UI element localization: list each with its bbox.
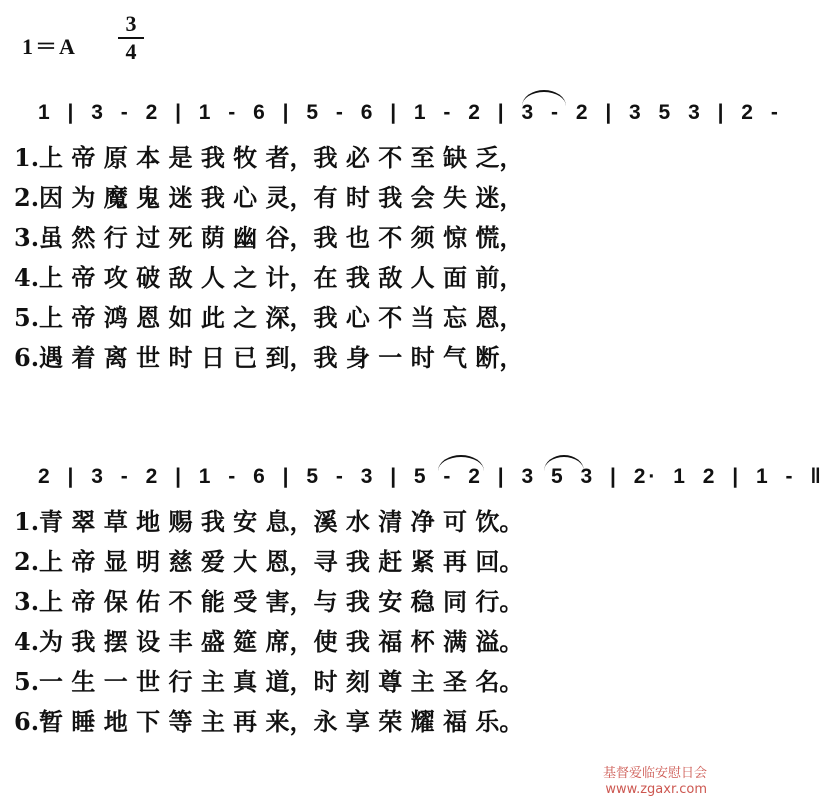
notation-text-1: 1 | 3 - 2 | 1 - 6 | 5 - 6 | 1 - 2 | 3 - 2 | 3 5 3 | 2 - <box>38 101 781 124</box>
lyric-line: 4.上 帝 攻 破 敌 人 之 计，在 我 敌 人 面 前， <box>14 263 524 292</box>
time-signature-denominator: 4 <box>125 39 137 64</box>
lyric-line: 5.一 生 一 世 行 主 真 道，时 刻 尊 主 圣 名。 <box>14 667 524 696</box>
key-signature: 1＝A <box>22 34 77 59</box>
lyric-line: 3.上 帝 保 佑 不 能 受 害，与 我 安 稳 同 行。 <box>14 587 524 616</box>
lyric-line: 6.暂 睡 地 下 等 主 再 来，永 享 荣 耀 福 乐。 <box>14 707 524 736</box>
lyric-line: 1.青 翠 草 地 赐 我 安 息，溪 水 清 净 可 饮。 <box>14 507 524 536</box>
lyric-line: 1.上 帝 原 本 是 我 牧 者，我 必 不 至 缺 乏， <box>14 143 524 172</box>
lyric-line: 4.为 我 摆 设 丰 盛 筵 席，使 我 福 杯 满 溢。 <box>14 627 524 656</box>
notation-line-2 <box>38 462 824 492</box>
lyric-line: 2.上 帝 显 明 慈 爱 大 恩，寻 我 赶 紧 再 回。 <box>14 547 524 576</box>
time-signature-numerator: 3 <box>125 11 137 36</box>
tie-slur-2 <box>438 455 484 471</box>
watermark-url: www.zgaxr.com <box>605 782 707 797</box>
lyric-line: 6.遇 着 离 世 时 日 已 到，我 身 一 时 气 断， <box>14 343 524 372</box>
lyric-line: 3.虽 然 行 过 死 荫 幽 谷，我 也 不 须 惊 慌， <box>14 223 524 252</box>
time-signature <box>118 12 144 64</box>
lyric-line: 2.因 为 魔 鬼 迷 我 心 灵，有 时 我 会 失 迷， <box>14 183 524 212</box>
lyrics-block-1 <box>14 138 523 378</box>
lyrics-block-2 <box>14 502 523 742</box>
site-watermark <box>603 766 707 798</box>
watermark-title: 基督爱临安慰日会 <box>602 766 707 781</box>
notation-line-1 <box>38 98 781 128</box>
lyric-line: 5.上 帝 鸿 恩 如 此 之 深，我 心 不 当 忘 恩， <box>14 303 524 332</box>
notation-text-2: 2 | 3 - 2 | 1 - 6 | 5 - 3 | 5 - 2 | 3 5 3 | 2· 1 2 | 1 - ‖ <box>38 465 824 488</box>
tie-slur-3 <box>544 455 584 471</box>
tie-slur-1 <box>522 90 566 106</box>
